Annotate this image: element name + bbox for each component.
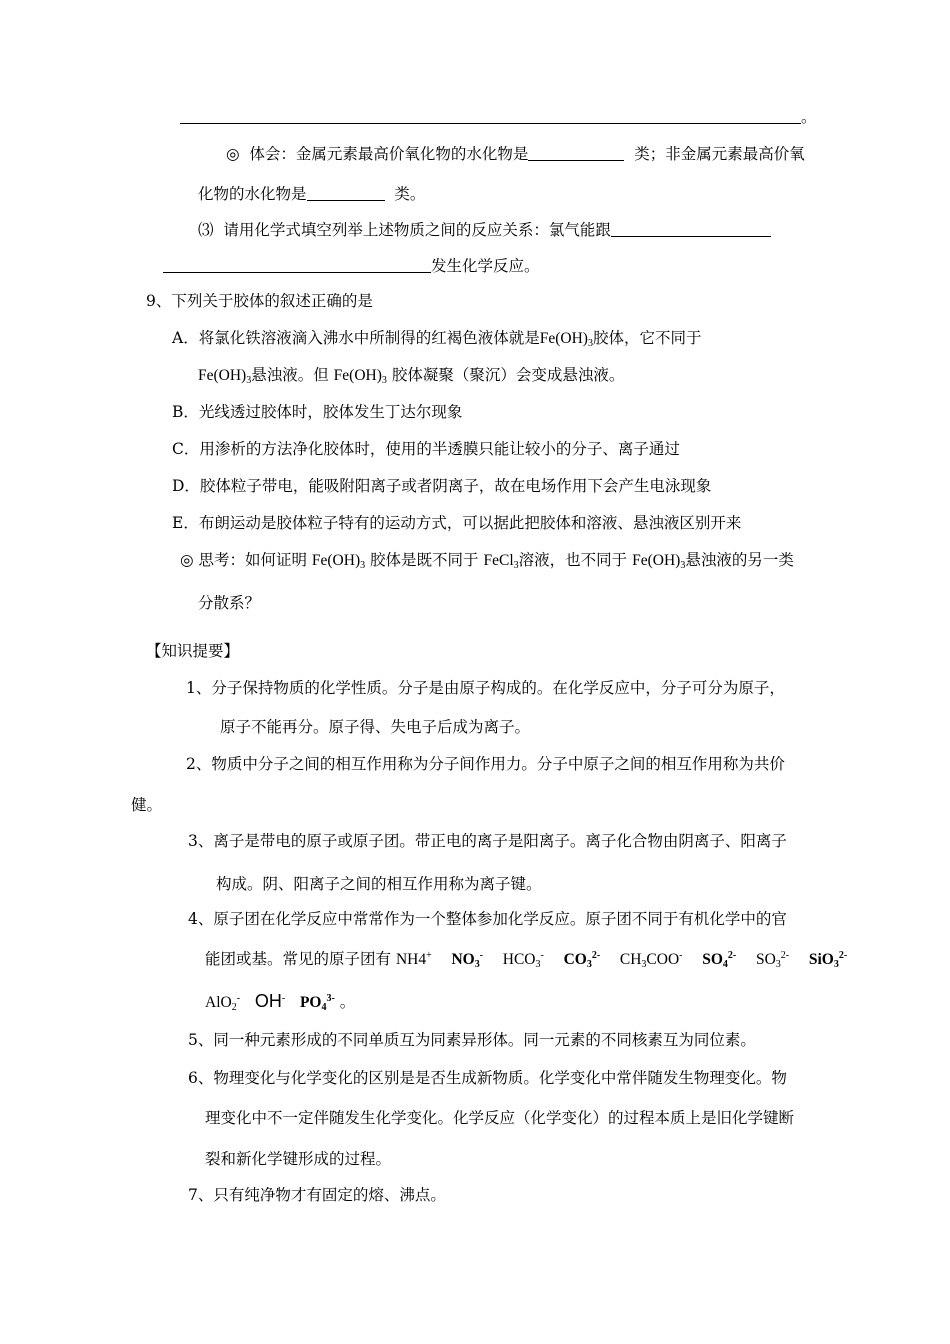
q9-option-e: E．布朗运动是胶体粒子特有的运动方式，可以据此把胶体和溶液、悬浊液区别开来 — [172, 514, 742, 532]
q9-option-d: D．胶体粒子带电，能吸附阳离子或者阴离子，故在电场作用下会产生电泳现象 — [172, 477, 712, 495]
ion-so3: $SO_3^{2-}$ — [755, 950, 790, 970]
blank-nonmetal-hydrate[interactable] — [307, 184, 385, 201]
knowledge-3-line-2: 构成。阴、阳离子之间的相互作用称为离子键。 — [216, 875, 542, 893]
ion-hco3: $HCO_3^-$ — [502, 950, 544, 970]
knowledge-1-line-2: 原子不能再分。原子得、失电子后成为离子。 — [220, 718, 531, 736]
q9-option-b: B．光线透过胶体时，胶体发生丁达尔现象 — [172, 403, 463, 421]
tihui-line-1: ◎ 体会：金属元素最高价氧化物的水化物是 类；非金属元素最高价氧 — [226, 145, 805, 163]
knowledge-4-line-2: 能团或基。常见的原子团有 NH4+ $NO_3^-$ $HCO_3^-$ $CO_3^{2-}$ $CH_3COO^-$ $SO_4^{2-}$ $SO_3^{2-}$ SiO$_3^{2-}$ — [205, 950, 848, 970]
q9-stem: 9、下列关于胶体的叙述正确的是 — [146, 292, 373, 310]
ion-no3: $NO_3^-$ — [451, 950, 484, 970]
knowledge-title: 【知识提要】 — [146, 642, 240, 660]
q9-think-line-2: 分散系？ — [198, 594, 261, 612]
tihui-line-2: 化物的水化物是 类。 — [198, 185, 426, 203]
tihui-mark: ◎ — [226, 145, 240, 163]
blank-chlorine-2[interactable] — [163, 256, 431, 273]
ion-alo2: AlO$_2$- — [205, 993, 241, 1013]
end-mark: 。 — [801, 108, 817, 126]
ion-co3: $CO_3^{2-}$ — [563, 950, 601, 970]
q9-option-c: C．用渗析的方法净化胶体时，使用的半透膜只能让较小的分子、离子通过 — [172, 440, 680, 458]
blank-metal-hydrate[interactable] — [528, 144, 624, 161]
blank-chlorine-1[interactable] — [611, 220, 771, 237]
knowledge-6-line-1: 6、物理变化与化学变化的区别是是否生成新物质。化学变化中常伴随发生物理变化。物 — [188, 1069, 787, 1087]
item3-line-1: ⑶ 请用化学式填空列举上述物质之间的反应关系：氯气能跟 — [198, 219, 771, 241]
ion-po4: $PO_4^{3-}$ — [299, 993, 335, 1013]
knowledge-4-line-1: 4、原子团在化学反应中常常作为一个整体参加化学反应。原子团不同于有机化学中的官 — [188, 910, 787, 928]
answer-blank[interactable] — [180, 107, 801, 124]
knowledge-6-line-3: 裂和新化学键形成的过程。 — [205, 1150, 392, 1168]
q9-think-line-1: ◎ 思考：如何证明 $Fe(OH)_3$ 胶体是既不同于 FeCl$_3$溶液，也不同于 $Fe(OH)_3$悬浊液的另一类 — [180, 551, 794, 571]
q9-option-a-line-2: $Fe(OH)_3$悬浊液。但 $Fe(OH)_3$ 胶体凝聚（聚沉）会变成悬浊液。 — [198, 366, 625, 386]
knowledge-2-line-1: 2、物质中分子之间的相互作用称为分子间作用力。分子中原子之间的相互作用称为共价 — [186, 755, 785, 773]
knowledge-5: 5、同一种元素形成的不同单质互为同素异形体。同一元素的不同核素互为同位素。 — [188, 1031, 756, 1049]
knowledge-7: 7、只有纯净物才有固定的熔、沸点。 — [188, 1186, 446, 1204]
ion-so4: $SO_4^{2-}$ — [702, 950, 737, 970]
q9-option-a-line-1: A．将氯化铁溶液滴入沸水中所制得的红褐色液体就是$Fe(OH)_3$胶体，它不同于 — [172, 329, 702, 349]
knowledge-6-line-2: 理变化中不一定伴随发生化学变化。化学反应（化学变化）的过程本质上是旧化学键断 — [205, 1109, 795, 1127]
knowledge-2-line-2: 健。 — [131, 796, 163, 814]
ion-oh: OH — [254, 991, 282, 1011]
ion-nh4: NH4 — [395, 951, 427, 968]
item3-line-2: 发生化学反应。 — [163, 255, 540, 277]
knowledge-4-line-3: AlO$_2$- OH- $PO_4^{3-}$ 。 — [205, 991, 356, 1013]
knowledge-3-line-1: 3、离子是带电的原子或原子团。带正电的离子是阳离子。离子化合物由阴离子、阳离子 — [188, 832, 787, 850]
ion-ch3coo: $CH_3COO^-$ — [619, 950, 683, 970]
answer-line-top — [180, 106, 817, 128]
ion-sio3: SiO$_3^{2-}$ — [808, 950, 848, 970]
knowledge-1-line-1: 1、分子保持物质的化学性质。分子是由原子构成的。在化学反应中，分子可分为原子， — [186, 679, 785, 697]
